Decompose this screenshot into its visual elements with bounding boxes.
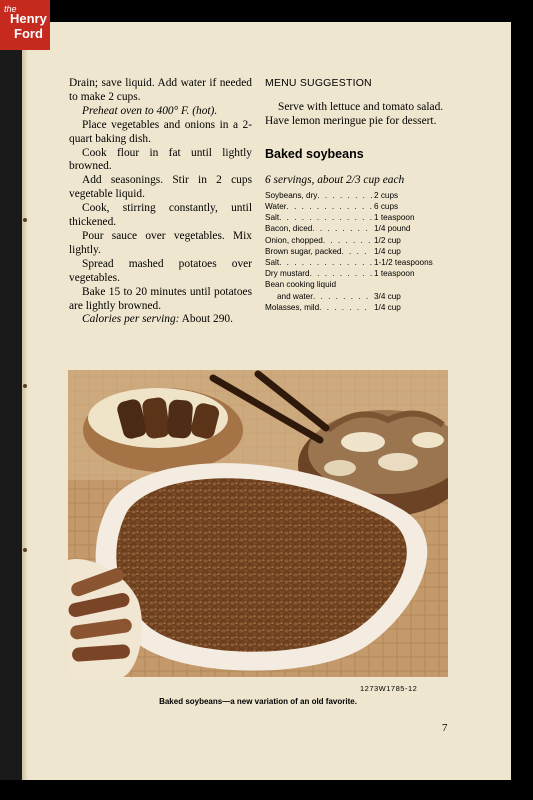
- ingredient-row: [265, 212, 450, 223]
- book-edge: [0, 22, 22, 780]
- ingredient-name: Dry mustard: [265, 269, 310, 279]
- ingredient-row: [265, 268, 450, 279]
- instruction-step: Drain; save liquid. Add water if needed to make 2 cups.: [69, 77, 252, 103]
- instruction-step: Place vegetables and onions in a 2-quart baking dish.: [69, 118, 252, 145]
- ingredient-name: Soybeans, dry: [265, 190, 318, 200]
- logo-line-2: Henry: [10, 11, 47, 26]
- ingredient-row: [265, 190, 450, 201]
- instruction-step: Pour sauce over vegetables. Mix lightly.: [69, 229, 252, 256]
- ingredient-amount: 1-1/2 teaspoons: [374, 258, 433, 268]
- calories-label: Calories per serving:: [82, 313, 180, 326]
- page-gutter: [22, 22, 28, 780]
- logo-line-3: Ford: [14, 26, 43, 41]
- logo-line-1: the: [4, 4, 17, 14]
- photo-illustration: [68, 370, 448, 677]
- binding-hole: [23, 218, 27, 222]
- photo-caption: Baked soybeans—a new variation of an old favorite.: [159, 697, 357, 706]
- ingredient-amount: 1/2 cup: [374, 235, 401, 245]
- ingredient-amount: 3/4 cup: [374, 291, 401, 301]
- ingredient-row: [265, 235, 450, 246]
- instruction-step: Cook, stirring constantly, until thickened.: [69, 202, 252, 229]
- ingredient-amount: 1/4 cup: [374, 246, 401, 256]
- page-number: 7: [442, 722, 448, 734]
- ingredient-name: Water: [265, 202, 287, 212]
- calories-line: [69, 313, 252, 327]
- ingredient-name: Bacon, diced: [265, 224, 313, 234]
- ingredient-row: [265, 257, 450, 268]
- ingredient-name: and water: [277, 291, 313, 301]
- left-column-instructions: [69, 77, 252, 327]
- menu-suggestion-text: Serve with lettuce and tomato salad. Have lemon meringue pie for dessert.: [265, 101, 444, 127]
- ingredient-row: [265, 291, 450, 302]
- instruction-step: Spread mashed potatoes over vegetables.: [69, 257, 252, 284]
- ingredient-amount: 6 cups: [374, 202, 399, 212]
- instruction-step: Cook flour in fat until lightly browned.: [69, 146, 252, 173]
- ingredient-row: [265, 279, 450, 290]
- binding-hole: [23, 548, 27, 552]
- ingredient-amount: 1 teaspoon: [374, 213, 415, 223]
- ingredient-name: Brown sugar, packed: [265, 246, 342, 256]
- ingredient-name: Salt: [265, 258, 280, 268]
- right-column: [265, 77, 450, 313]
- ingredient-name: Salt: [265, 213, 280, 223]
- ingredient-name: Onion, chopped: [265, 235, 323, 245]
- binding-hole: [23, 384, 27, 388]
- photo-code: 1273W1785-12: [360, 684, 418, 693]
- instruction-step: Bake 15 to 20 minutes until potatoes are lightly browned.: [69, 285, 252, 312]
- ingredient-list: [265, 190, 450, 313]
- instruction-step: Preheat oven to 400° F. (hot).: [82, 104, 218, 117]
- recipe-title: Baked soybeans: [265, 146, 364, 161]
- menu-suggestion-heading: MENU SUGGESTION: [265, 77, 372, 89]
- ingredient-row: [265, 201, 450, 212]
- ingredient-row: [265, 302, 450, 313]
- instruction-step: Add seasonings. Stir in 2 cups vegetable liquid.: [69, 174, 252, 201]
- ingredient-amount: 1/4 cup: [374, 302, 401, 312]
- ingredient-amount: 1 teaspoon: [374, 269, 415, 279]
- ingredient-row: [265, 223, 450, 234]
- recipe-servings: 6 servings, about 2/3 cup each: [265, 173, 405, 186]
- ingredient-amount: 1/4 pound: [374, 224, 411, 234]
- ingredient-name: Bean cooking liquid: [265, 280, 337, 290]
- baked-soybeans-photo: [68, 370, 448, 677]
- henry-ford-logo: [0, 0, 50, 50]
- ingredient-name: Molasses, mild: [265, 302, 320, 312]
- ingredient-amount: 2 cups: [374, 190, 399, 200]
- ingredient-row: [265, 246, 450, 257]
- calories-value: About 290.: [181, 313, 233, 326]
